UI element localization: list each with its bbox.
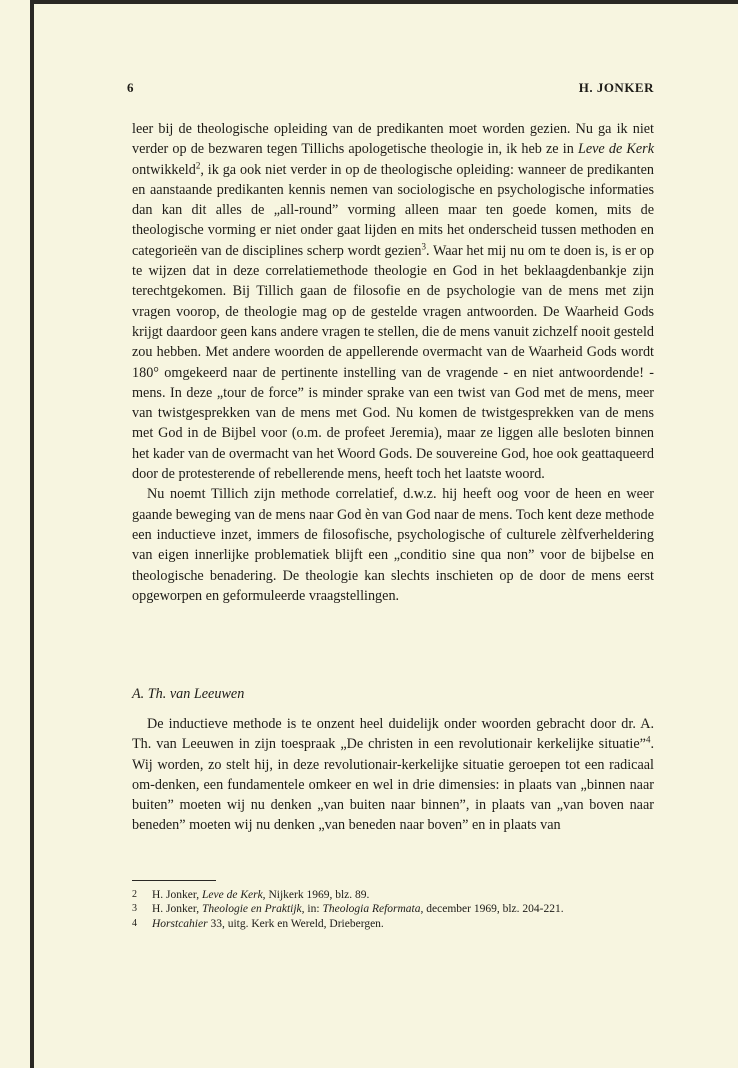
footnote: [132, 902, 654, 916]
footnote-number: 4: [132, 917, 137, 929]
para1-text-3: , ik ga ook niet verder in op de theologische opleiding: wanneer de predikanten en aanstaande predikanten kennis nemen van sociologische en psychologische informaties dan kan dit alles de „all-round” vorming alleen maar ten goede komen, mits de theologische vorming er niet onder gaat lijden en mits het onderscheid tussen methoden en categorieën van de disciplines scherp wordt gezien: [132, 161, 654, 259]
footnote-author: H. Jonker,: [152, 889, 203, 901]
book-title-leve-de-kerk: Leve de Kerk: [577, 141, 654, 158]
footnote: [132, 888, 654, 902]
footnote-title: Horstcahier: [152, 917, 208, 930]
footnote-ref-3: 3: [421, 241, 426, 252]
para1-text-1: leer bij de theologische opleiding van de predikanten moet worden gezien. Nu ga ik niet verder op de bezwaren tegen Tillichs apologetische theologie in, ik heb ze in: [132, 121, 654, 158]
paragraph-3: [132, 714, 654, 836]
footnote-number: 3: [132, 903, 137, 915]
footnote-title: Leve de Kerk,: [202, 889, 266, 901]
para3-text-1: De inductieve methode is te onzent heel duidelijk onder woorden gebracht door dr. A. Th. van Leeuwen in zijn toespraak „De christen in een revolutionair kerkelijke situatie”: [132, 716, 654, 753]
para3-text-2: . Wij worden, zo stelt hij, in deze revolutionair-kerkelijke situatie geroepen tot een radicaal om-denken, een fundamentele omkeer en wel in drie dimensies: in plaats van „binnen naar buiten” moeten wij nu denken „van buiten naar binnen”, in plaats van „van boven naar beneden” moeten wij nu denken „van beneden naar boven” en in plaats van: [132, 736, 654, 834]
footnote-number: 2: [132, 889, 137, 900]
footnote-ref-4: 4: [645, 734, 651, 745]
footnotes: [132, 888, 654, 931]
footnote-title: Theologie en Praktijk,: [202, 903, 305, 916]
footnote-ref-2: 2: [195, 159, 201, 170]
footnote-detail: december 1969, blz. 204-221.: [423, 903, 564, 916]
footnote-detail: Nijkerk 1969, blz. 89.: [265, 889, 370, 901]
footnote-journal-title: Theologia Reformata,: [322, 903, 424, 916]
footnote: [132, 917, 654, 931]
footnote-author: H. Jonker,: [152, 903, 203, 916]
section-heading: A. Th. van Leeuwen: [132, 686, 245, 702]
para1-text-4: . Waar het mij nu om te doen is, is er op te wijzen dat in deze correlatiemethode theologie en God in het beklaagdenbankje zijn terechtgekomen. Bij Tillich gaan de filosofie en de psychologie van de mens met zijn vragen voorop, de theologie mag op de gestelde vragen antwoorden. De Waarheid Gods krijgt daardoor geen kans andere vragen te stellen, die de mens vanuit zichzelf nooit gesteld zou hebben. Met andere woorden de appellerende overmacht van de Waarheid Gods wordt 180° omgekeerd naar de pertinente instelling van de vragende - en niet antwoordende! - mens. In deze „tour de force” is minder sprake van een twist van God met de mens, meer van twistgesprekken van de mens met God. Nu komen de twistgesprekken van de mens met God in de Bijbel voor (o.m. de profeet Jeremia), maar ze liggen alle besloten binnen het kader van de overmacht van het Woord Gods. De souvereine God, hoe ook geattaqueerd door de protesterende of rebellerende mens, heeft toch het laatste woord.: [132, 242, 654, 483]
page-top-edge: [30, 0, 738, 4]
footnote-rule: [132, 880, 216, 881]
running-head: H. JONKER: [578, 80, 654, 95]
paragraph-2: Nu noemt Tillich zijn methode correlatief, d.w.z. hij heeft oog voor de heen en weer gaande beweging van de mens naar God èn van God naar de mens. Toch kent deze methode een inductieve inzet, immers de filosofische, psychologische of culturele zèlfverheldering van eigen innerlijke problematiek blijft een „conditio sine qua non” voor de bijbelse en theologische benadering. De theologie kan slechts inschieten op de door de mens eerst opgeworpen en geformuleerde vraagstellingen.: [132, 486, 654, 604]
page-header: [127, 80, 654, 98]
body-text: [132, 119, 654, 606]
section-body: [132, 714, 654, 836]
page-number: 6: [127, 80, 134, 95]
footnote-detail: 33, uitg. Kerk en Wereld, Driebergen.: [207, 917, 384, 930]
paragraph-1: [132, 119, 654, 484]
page-left-edge: [30, 0, 34, 1068]
footnote-connector: in:: [304, 903, 323, 916]
para1-text-2: ontwikkeld: [132, 161, 196, 178]
